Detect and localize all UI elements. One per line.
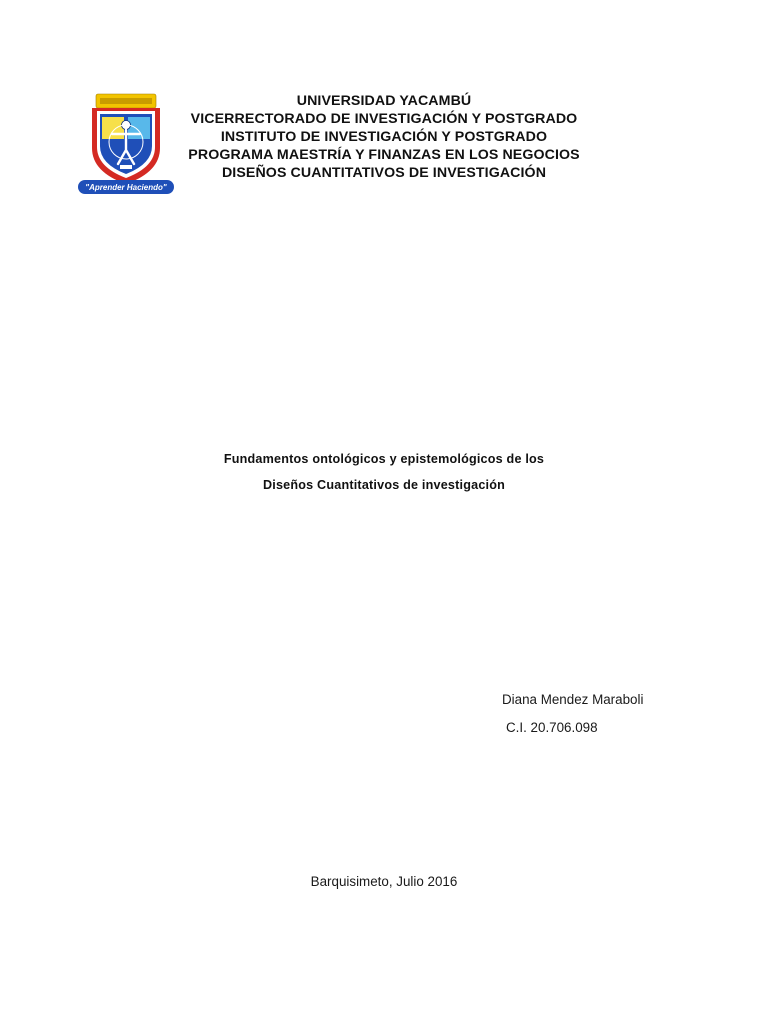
header-programa: PROGRAMA MAESTRÍA Y FINANZAS EN LOS NEGOCIOS	[188, 147, 580, 163]
header-asignatura: DISEÑOS CUANTITATIVOS DE INVESTIGACIÓN	[221, 165, 547, 181]
logo-quadrant-sky	[128, 117, 150, 139]
author-block	[502, 686, 643, 742]
logo-plate	[120, 165, 132, 169]
title-line-1: Fundamentos ontológicos y epistemológicos de los	[223, 452, 545, 466]
institution-header	[170, 92, 598, 182]
header-instituto: INSTITUTO DE INVESTIGACIÓN Y POSTGRADO	[220, 129, 548, 145]
header-university: UNIVERSIDAD YACAMBÚ	[296, 93, 472, 109]
author-name: Diana Mendez Maraboli	[502, 692, 644, 707]
document-title	[150, 446, 618, 498]
place-date: Barquisimeto, Julio 2016	[310, 874, 458, 889]
logo-motto-text: "Aprender Haciendo"	[85, 183, 167, 193]
university-logo	[76, 92, 176, 196]
logo-banner-text	[100, 98, 152, 104]
header-vicerrectorado: VICERRECTORADO DE INVESTIGACIÓN Y POSTGRADO	[190, 111, 578, 127]
author-id: C.I. 20.706.098	[506, 720, 598, 735]
title-line-2: Diseños Cuantitativos de investigación	[262, 478, 506, 492]
logo-quadrant-yellow	[102, 117, 124, 139]
